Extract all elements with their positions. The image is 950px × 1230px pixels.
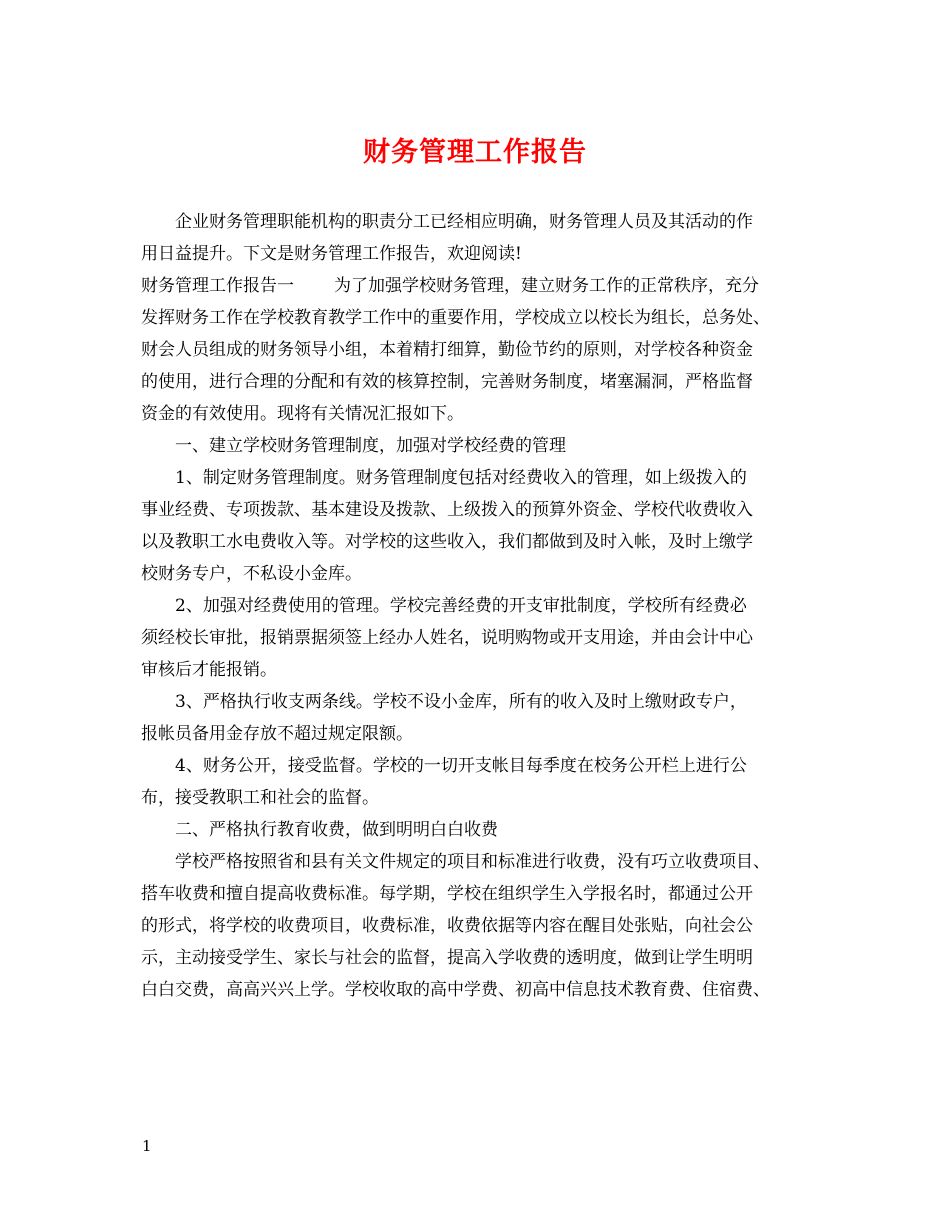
text-line xyxy=(141,878,821,910)
text-line xyxy=(141,366,821,398)
line-text: 一、建立学校财务管理制度，加强对学校经费的管理 xyxy=(175,436,566,456)
text-line xyxy=(141,846,821,878)
line-text: 发挥财务工作在学校教育教学工作中的重要作用，学校成立以校长为组长，总务处、 xyxy=(141,308,770,328)
text-line xyxy=(141,942,821,974)
line-text: 1、制定财务管理制度。财务管理制度包括对经费收入的管理，如上级拨入的 xyxy=(175,468,747,488)
line-text: 搭车收费和擅自提高收费标准。每学期，学校在组织学生入学报名时，都通过公开 xyxy=(141,884,753,904)
text-line xyxy=(141,334,821,366)
line-text: 的形式，将学校的收费项目，收费标准，收费依据等内容在醒目处张贴，向社会公 xyxy=(141,916,753,936)
line-text: 白白交费，高高兴兴上学。学校收取的高中学费、初高中信息技术教育费、住宿费、 xyxy=(141,980,770,1000)
line-text: 2、加强对经费使用的管理。学校完善经费的开支审批制度，学校所有经费必 xyxy=(175,596,747,616)
text-line xyxy=(141,622,821,654)
text-line xyxy=(141,654,821,686)
document-title: 财务管理工作报告 xyxy=(363,137,587,168)
line-text: 须经校长审批，报销票据须签上经办人姓名，说明购物或开支用途，并由会计中心 xyxy=(141,628,753,648)
text-line xyxy=(141,238,821,270)
line-text: 资金的有效使用。现将有关情况汇报如下。 xyxy=(141,404,464,424)
text-line xyxy=(141,590,821,622)
text-line xyxy=(141,526,821,558)
text-line xyxy=(141,686,821,718)
page-number: 1 xyxy=(142,1137,152,1155)
line-text: 为了加强学校财务管理，建立财务工作的正常秩序，充分 xyxy=(334,276,759,296)
text-line xyxy=(141,910,821,942)
text-line xyxy=(141,750,821,782)
document-body xyxy=(141,206,821,1006)
text-line xyxy=(141,974,821,1006)
line-text: 事业经费、专项拨款、基本建设及拨款、上级拨入的预算外资金、学校代收费收入 xyxy=(141,500,753,520)
text-line xyxy=(141,718,821,750)
text-line xyxy=(141,302,821,334)
line-text: 审核后才能报销。 xyxy=(141,660,277,680)
line-text: 的使用，进行合理的分配和有效的核算控制，完善财务制度，堵塞漏洞，严格监督 xyxy=(141,372,753,392)
line-text: 学校严格按照省和县有关文件规定的项目和标准进行收费，没有巧立收费项目、 xyxy=(175,852,770,872)
line-text: 二、严格执行教育收费，做到明明白白收费 xyxy=(175,820,498,840)
text-line xyxy=(141,558,821,590)
text-line xyxy=(141,398,821,430)
line-text: 示，主动接受学生、家长与社会的监督，提高入学收费的透明度，做到让学生明明 xyxy=(141,948,753,968)
text-line xyxy=(141,782,821,814)
line-text: 以及教职工水电费收入等。对学校的这些收入，我们都做到及时入帐，及时上缴学 xyxy=(141,532,753,552)
line-text: 4、财务公开，接受监督。学校的一切开支帐目每季度在校务公开栏上进行公 xyxy=(175,756,747,776)
text-line xyxy=(141,814,821,846)
section-lead: 财务管理工作报告一 xyxy=(141,276,294,296)
line-text: 布，接受教职工和社会的监督。 xyxy=(141,788,379,808)
line-text: 报帐员备用金存放不超过规定限额。 xyxy=(141,724,413,744)
line-text: 财会人员组成的财务领导小组，本着精打细算，勤俭节约的原则，对学校各种资金 xyxy=(141,340,753,360)
line-text: 3、严格执行收支两条线。学校不设小金库，所有的收入及时上缴财政专户， xyxy=(175,692,747,712)
text-line xyxy=(141,462,821,494)
text-line xyxy=(141,270,821,302)
text-line xyxy=(141,494,821,526)
text-line xyxy=(141,206,821,238)
line-text: 企业财务管理职能机构的职责分工已经相应明确，财务管理人员及其活动的作 xyxy=(175,212,753,232)
text-line xyxy=(141,430,821,462)
line-text: 校财务专户，不私设小金库。 xyxy=(141,564,362,584)
line-text: 用日益提升。下文是财务管理工作报告，欢迎阅读! xyxy=(141,244,522,264)
